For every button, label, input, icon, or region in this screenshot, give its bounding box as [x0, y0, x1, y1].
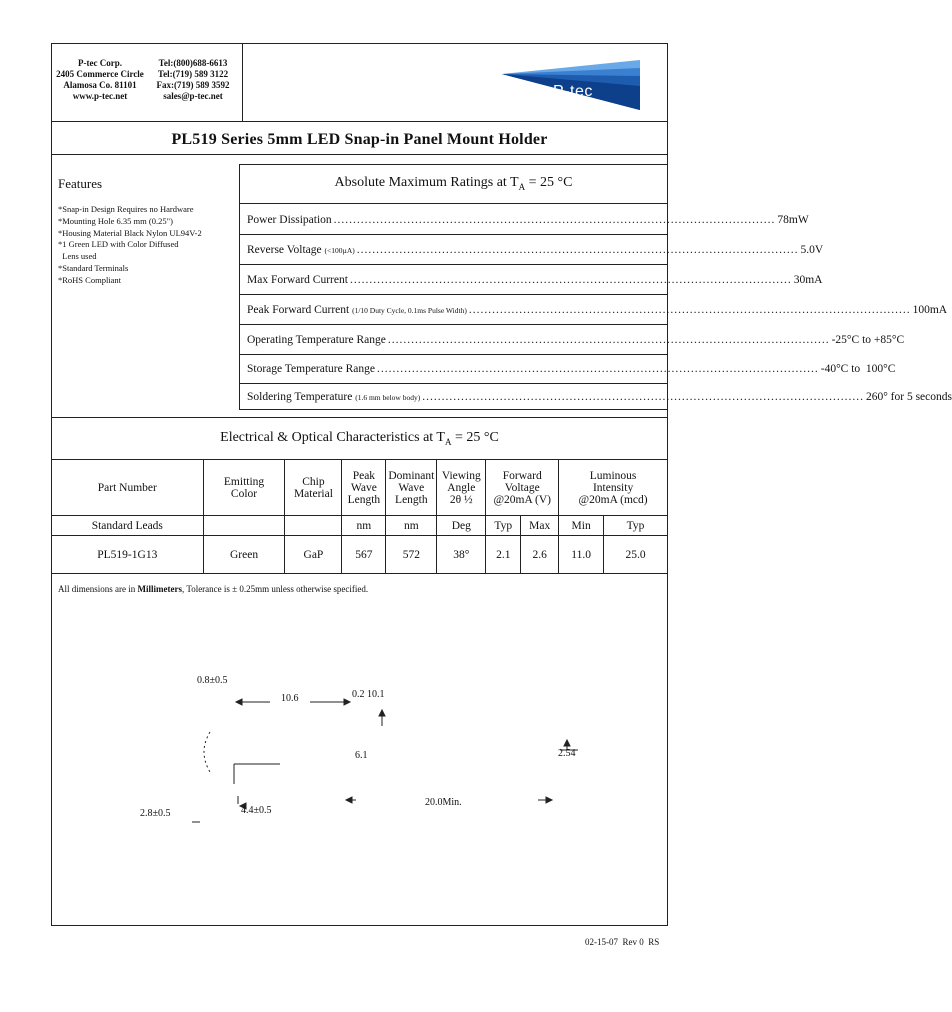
rating-label-text: Reverse Voltage: [247, 243, 325, 256]
company-city: Alamosa Co. 81101: [63, 80, 137, 90]
rating-label: [247, 304, 467, 316]
leader-dots: ..................................................................................................................: [377, 362, 819, 375]
revision-footer: 02-15-07 Rev 0 RS: [585, 937, 660, 947]
eo-header-row: [52, 460, 668, 516]
eo-units-row: [52, 516, 668, 536]
table-cell: Green: [203, 536, 285, 574]
abs-max-heading-sub: A: [518, 181, 526, 192]
rating-label: [247, 334, 386, 346]
header-text: Peak: [352, 469, 376, 482]
header-text: Chip: [302, 475, 325, 488]
company-website: www.p-tec.net: [72, 91, 128, 101]
table-cell: [285, 516, 342, 536]
table-cell: 25.0: [604, 536, 668, 574]
header-text: Length: [347, 493, 381, 506]
rating-label: [247, 214, 332, 226]
header-forward-voltage: [486, 460, 559, 516]
rating-label-text: Peak Forward Current: [247, 303, 353, 316]
rating-row: [240, 265, 823, 294]
dim-lead-width: 0.8±0.5: [197, 675, 228, 686]
table-cell: nm: [386, 516, 437, 536]
rating-value: -25°C to +85°C: [831, 333, 905, 346]
rating-value: 100mA: [912, 303, 948, 316]
rating-row: [240, 295, 948, 324]
header-text: Intensity: [592, 481, 634, 494]
header-text: @20mA (mcd): [578, 493, 648, 506]
company-street: 2405 Commerce Circle: [56, 69, 144, 79]
note-units: Millimeters: [137, 584, 182, 594]
header-bottom-rule: [51, 121, 668, 122]
header-chip-material: [285, 460, 342, 516]
list-item: *Housing Material Black Nylon UL94V-2: [58, 227, 202, 238]
rating-value: 5.0V: [800, 243, 824, 256]
header-text: Angle: [447, 481, 476, 494]
header-text: 2θ ½: [449, 493, 473, 506]
header-luminous-intensity: [559, 460, 668, 516]
features-list: [58, 204, 236, 287]
abs-max-heading-rule: [240, 203, 667, 204]
header-text: Wave: [398, 481, 425, 494]
company-name: P-tec Corp.: [78, 58, 122, 68]
header-peak-wavelength: [342, 460, 386, 516]
rating-row: [240, 354, 896, 383]
header-text: Viewing: [441, 469, 481, 482]
table-cell: Typ: [486, 516, 521, 536]
table-cell: GaP: [285, 536, 342, 574]
rating-row: [240, 382, 952, 411]
rating-label-text: Soldering Temperature: [247, 390, 356, 403]
dim-lead-spacing: 2.54: [558, 748, 576, 759]
table-cell: Max: [521, 516, 559, 536]
rating-label: [247, 363, 375, 375]
header-text: Dominant: [388, 469, 435, 482]
rating-label: [247, 391, 420, 403]
phone-local: Tel:(719) 589 3122: [157, 69, 229, 79]
header-text: Wave: [350, 481, 377, 494]
header-emitting-color: [203, 460, 285, 516]
logo-text: P-tec: [553, 83, 593, 100]
header-text: Voltage: [504, 481, 540, 494]
header-text: Length: [395, 493, 428, 506]
header-text: Part Number: [97, 481, 157, 494]
company-address: [55, 58, 145, 102]
rating-label-note: (1/10 Duty Cycle, 0.1ms Pulse Width): [352, 305, 467, 315]
rating-label-text: Storage Temperature Range: [247, 362, 375, 375]
table-cell: Min: [559, 516, 604, 536]
eo-table: [51, 459, 668, 574]
header-dominant-wavelength: [386, 460, 437, 516]
leader-dots: ..................................................................................................................: [422, 390, 864, 403]
abs-max-heading: [240, 175, 667, 192]
header-text: @20mA (V): [493, 493, 551, 506]
abs-max-heading-text: Absolute Maximum Ratings at T: [334, 175, 519, 190]
leader-dots: ..................................................................................................................: [468, 303, 911, 316]
dim-lead-length: 20.0Min.: [425, 797, 462, 808]
eo-heading-text: Electrical & Optical Characteristics at T: [220, 430, 445, 445]
rating-label: [247, 244, 355, 256]
rating-label-note: (1.6 mm below body): [355, 392, 421, 402]
eo-heading-end: = 25 °C: [451, 430, 499, 445]
table-cell: [203, 516, 285, 536]
leader-dots: ..................................................................................................................: [387, 333, 830, 346]
table-cell: 572: [386, 536, 437, 574]
table-cell: 567: [342, 536, 386, 574]
header-text: Luminous: [589, 469, 637, 482]
header-part-number: [52, 460, 204, 516]
dim-flange: 0.2 10.1: [352, 689, 385, 700]
leader-dots: ..................................................................................................................: [349, 273, 792, 286]
title-bottom-rule: [51, 154, 668, 155]
rating-label-text: Max Forward Current: [247, 273, 348, 286]
rating-value: 78mW: [777, 213, 809, 226]
section-rule: [51, 417, 668, 418]
company-contacts: [148, 58, 238, 102]
table-cell: Typ: [604, 516, 668, 536]
rating-label-text: Power Dissipation: [247, 213, 332, 226]
list-item: *Standard Terminals: [58, 262, 129, 273]
rating-row: [240, 235, 824, 264]
header-text: Material: [293, 487, 333, 500]
table-cell: 2.1: [486, 536, 521, 574]
list-item: *RoHS Compliant: [58, 274, 122, 285]
leader-dots: ..................................................................................................................: [356, 243, 799, 256]
note-tolerance: , Tolerance is ± 0.25mm unless otherwise specified.: [181, 584, 369, 594]
header-divider: [242, 43, 243, 121]
header-viewing-angle: [437, 460, 486, 516]
header-text: Forward: [502, 469, 542, 482]
rating-value: 260° for 5 seconds: [865, 390, 952, 403]
rating-label-text: Operating Temperature Range: [247, 333, 386, 346]
header-text: Color: [230, 487, 258, 500]
table-cell: 11.0: [559, 536, 604, 574]
table-cell: nm: [342, 516, 386, 536]
dimension-note: [58, 584, 368, 594]
fax: Fax:(719) 589 3592: [156, 80, 230, 90]
eo-heading: [51, 430, 668, 447]
rating-value: 30mA: [793, 273, 823, 286]
dim-body-length: 10.6: [281, 693, 299, 704]
table-cell: Standard Leads: [52, 516, 204, 536]
rating-row: [240, 205, 809, 234]
abs-max-heading-end: = 25 °C: [525, 175, 573, 190]
page-title: PL519 Series 5mm LED Snap-in Panel Mount Holder: [171, 131, 548, 148]
dim-offset: 2.8±0.5: [140, 808, 171, 819]
table-cell: 2.6: [521, 536, 559, 574]
email: sales@p-tec.net: [163, 91, 223, 101]
rating-value: -40°C to 100°C: [820, 362, 896, 375]
leader-dots: ..................................................................................................................: [333, 213, 776, 226]
dim-height: 6.1: [355, 750, 368, 761]
abs-max-ratings-box: [239, 164, 952, 410]
table-cell: 38°: [437, 536, 486, 574]
dim-pitch: 4.4±0.5: [241, 805, 272, 816]
list-item: *Snap-in Design Requires no Hardware: [58, 204, 194, 214]
table-cell: Deg: [437, 516, 486, 536]
table-row: [52, 536, 668, 574]
list-item: *Mounting Hole 6.35 mm (0.25"): [58, 215, 173, 226]
note-text: All dimensions are in: [58, 584, 138, 594]
rating-label-note: (<100µA): [324, 245, 355, 255]
table-cell: PL519-1G13: [52, 536, 204, 574]
header-text: Emitting: [223, 475, 265, 488]
list-item: Lens used: [58, 251, 97, 262]
rating-row: [240, 325, 905, 354]
list-item: *1 Green LED with Color Diffused: [58, 239, 179, 250]
rating-label: [247, 274, 348, 286]
features-heading: Features: [58, 176, 103, 191]
phone-tollfree: Tel:(800)688-6613: [158, 58, 228, 68]
eo-heading-sub: A: [444, 436, 452, 447]
